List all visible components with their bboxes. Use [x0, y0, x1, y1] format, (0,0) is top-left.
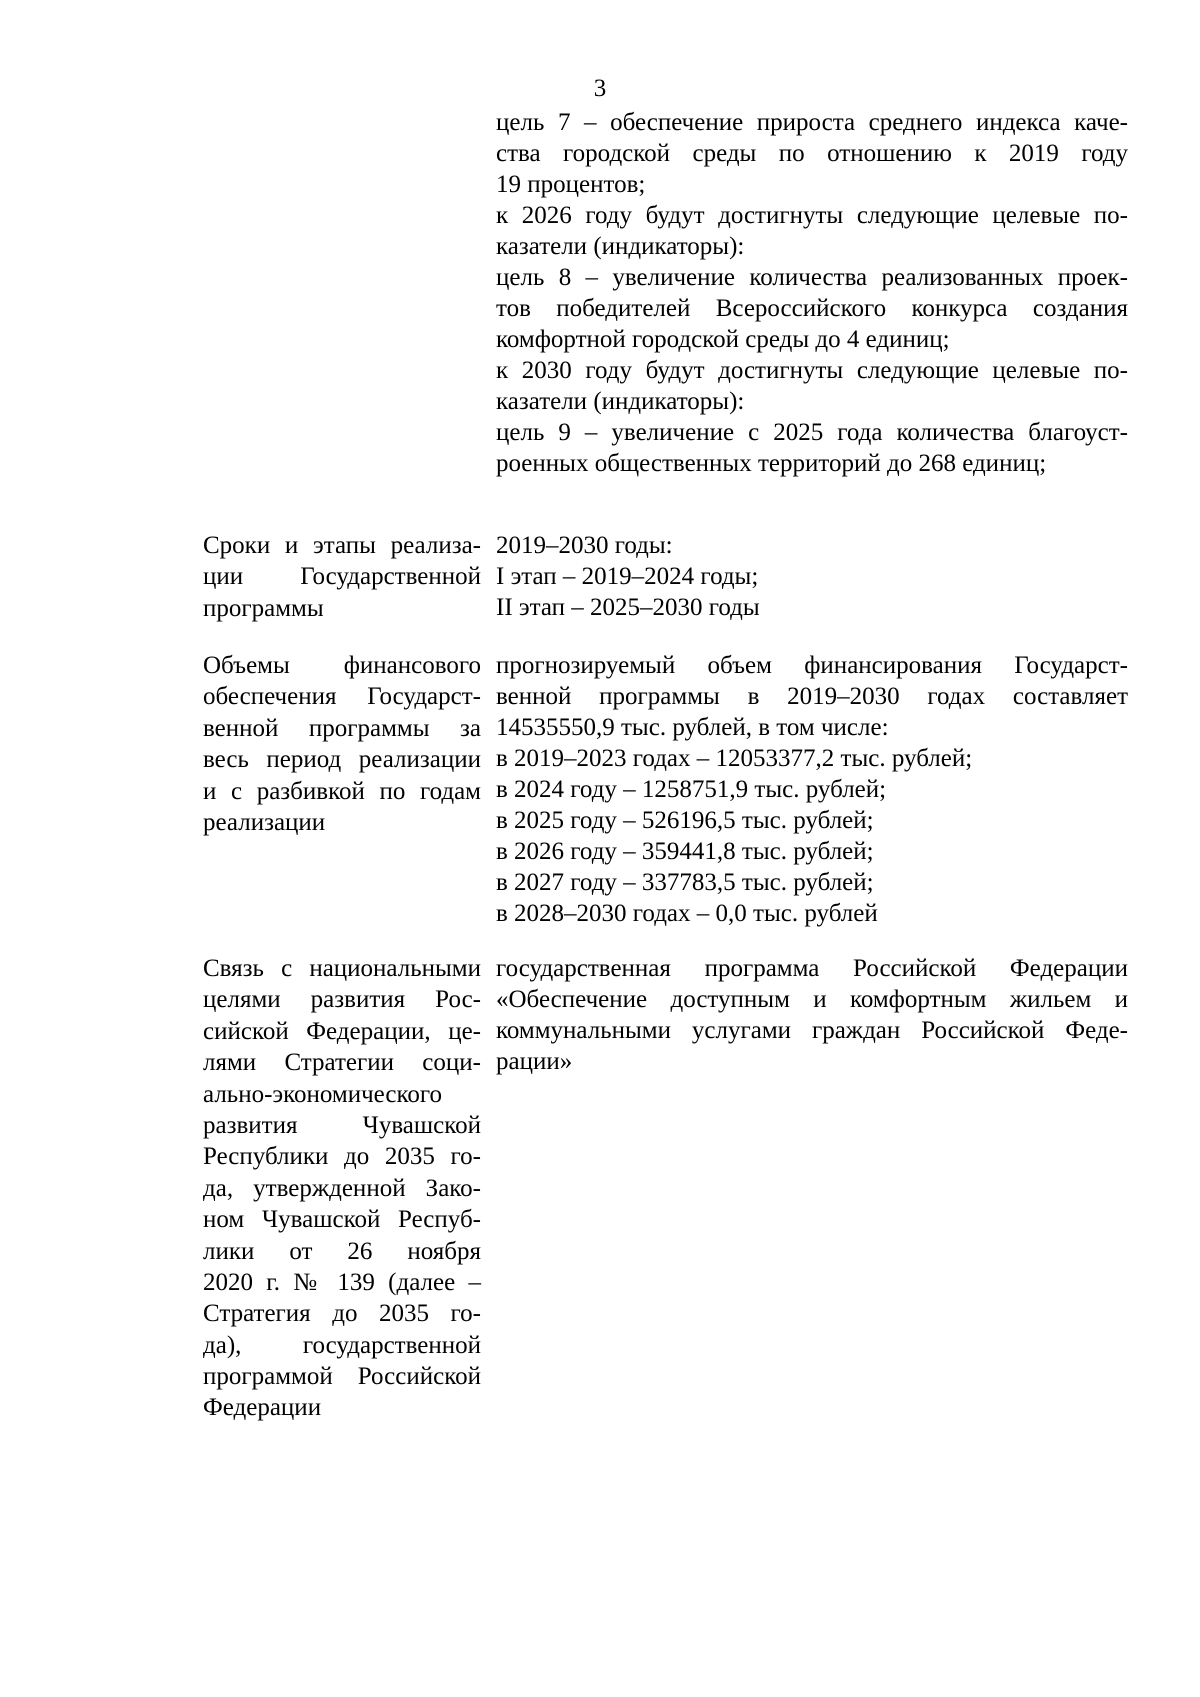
link-label-line: программой Российской	[203, 1363, 481, 1391]
goals-text-line: 19 процентов;	[496, 171, 646, 198]
funding-label-line: и с разбивкой по годам	[203, 777, 481, 805]
funding-value-line: в 2028–2030 годах – 0,0 тыс. рублей	[496, 900, 878, 927]
funding-label-line: обеспечения Государст-	[203, 683, 481, 711]
link-label-line: целями развития Рос-	[203, 986, 481, 1014]
terms-label-line: Сроки и этапы реализа-	[203, 532, 481, 559]
funding-label-line: весь период реализации	[203, 746, 481, 774]
link-label-line: Федерации	[203, 1394, 322, 1422]
terms-value-line: I этап – 2019–2024 годы;	[496, 563, 759, 590]
goals-text-line: казатели (индикаторы):	[496, 233, 745, 260]
funding-value-line: в 2026 году – 359441,8 тыс. рублей;	[496, 838, 874, 865]
link-label-line: 2020 г. № 139 (далее –	[203, 1268, 481, 1296]
page-number: 3	[593, 75, 607, 102]
link-label	[203, 953, 481, 1424]
funding-value-line: прогнозируемый объем финансирования Государст-	[496, 652, 1128, 679]
link-value-line: рации»	[496, 1048, 573, 1075]
goals-text-line: цель 7 – обеспечение прироста среднего индекса каче-	[496, 109, 1128, 136]
funding-label	[203, 650, 481, 838]
goals-text	[496, 107, 1128, 479]
terms-label-line: программы	[203, 594, 324, 622]
link-label-line: ально-экономического	[203, 1080, 443, 1108]
link-label-line: Стратегия до 2035 го-	[203, 1300, 481, 1328]
goals-text-line: казатели (индикаторы):	[496, 388, 745, 415]
terms-value-line: 2019–2030 годы:	[496, 532, 673, 559]
goals-text-line: цель 8 – увеличение количества реализованных проек-	[496, 264, 1128, 291]
link-value-line: коммунальными услугами граждан Российской Феде-	[496, 1017, 1128, 1044]
link-label-line: Связь с национальными	[203, 955, 481, 982]
funding-label-line: Объемы финансового	[203, 652, 481, 679]
link-label-line: да, утвержденной Зако-	[203, 1174, 481, 1202]
link-value-line: «Обеспечение доступным и комфортным жильем и	[496, 986, 1128, 1013]
link-value-line: государственная программа Российской Федерации	[496, 955, 1128, 982]
goals-text-line: ства городской среды по отношению к 2019 году	[496, 140, 1128, 167]
goals-text-line: комфортной городской среды до 4 единиц;	[496, 326, 950, 353]
goals-text-line: к 2030 году будут достигнуты следующие целевые по-	[496, 357, 1128, 384]
funding-value-line: в 2024 году – 1258751,9 тыс. рублей;	[496, 776, 887, 803]
link-label-line: да), государственной	[203, 1331, 481, 1359]
terms-label	[203, 530, 481, 624]
goals-text-line: роенных общественных территорий до 268 единиц;	[496, 450, 1047, 477]
link-label-line: сийской Федерации, це-	[203, 1017, 481, 1045]
terms-label-line: ции Государственной	[203, 563, 481, 591]
link-label-line: развития Чувашской	[203, 1111, 481, 1139]
funding-value-line: в 2025 году – 526196,5 тыс. рублей;	[496, 807, 874, 834]
goals-text-line: тов победителей Всероссийского конкурса создания	[496, 295, 1128, 322]
funding-label-line: реализации	[203, 808, 326, 836]
link-label-line: лики от 26 ноября	[203, 1237, 481, 1265]
terms-value	[496, 530, 1128, 623]
funding-value-line: в 2019–2023 годах – 12053377,2 тыс. рублей;	[496, 745, 973, 772]
link-label-line: ном Чувашской Респуб-	[203, 1206, 481, 1234]
link-label-line: Республики до 2035 го-	[203, 1143, 481, 1171]
link-label-line: лями Стратегии соци-	[203, 1049, 481, 1077]
funding-value-line: венной программы в 2019–2030 годах составляет	[496, 683, 1128, 710]
goals-text-line: цель 9 – увеличение с 2025 года количества благоуст-	[496, 419, 1128, 446]
funding-value-line: в 2027 году – 337783,5 тыс. рублей;	[496, 869, 874, 896]
funding-value-line: 14535550,9 тыс. рублей, в том числе:	[496, 714, 889, 741]
terms-value-line: II этап – 2025–2030 годы	[496, 594, 760, 621]
funding-value	[496, 650, 1128, 929]
link-value	[496, 953, 1128, 1077]
funding-label-line: венной программы за	[203, 714, 481, 742]
goals-text-line: к 2026 году будут достигнуты следующие целевые по-	[496, 202, 1128, 229]
